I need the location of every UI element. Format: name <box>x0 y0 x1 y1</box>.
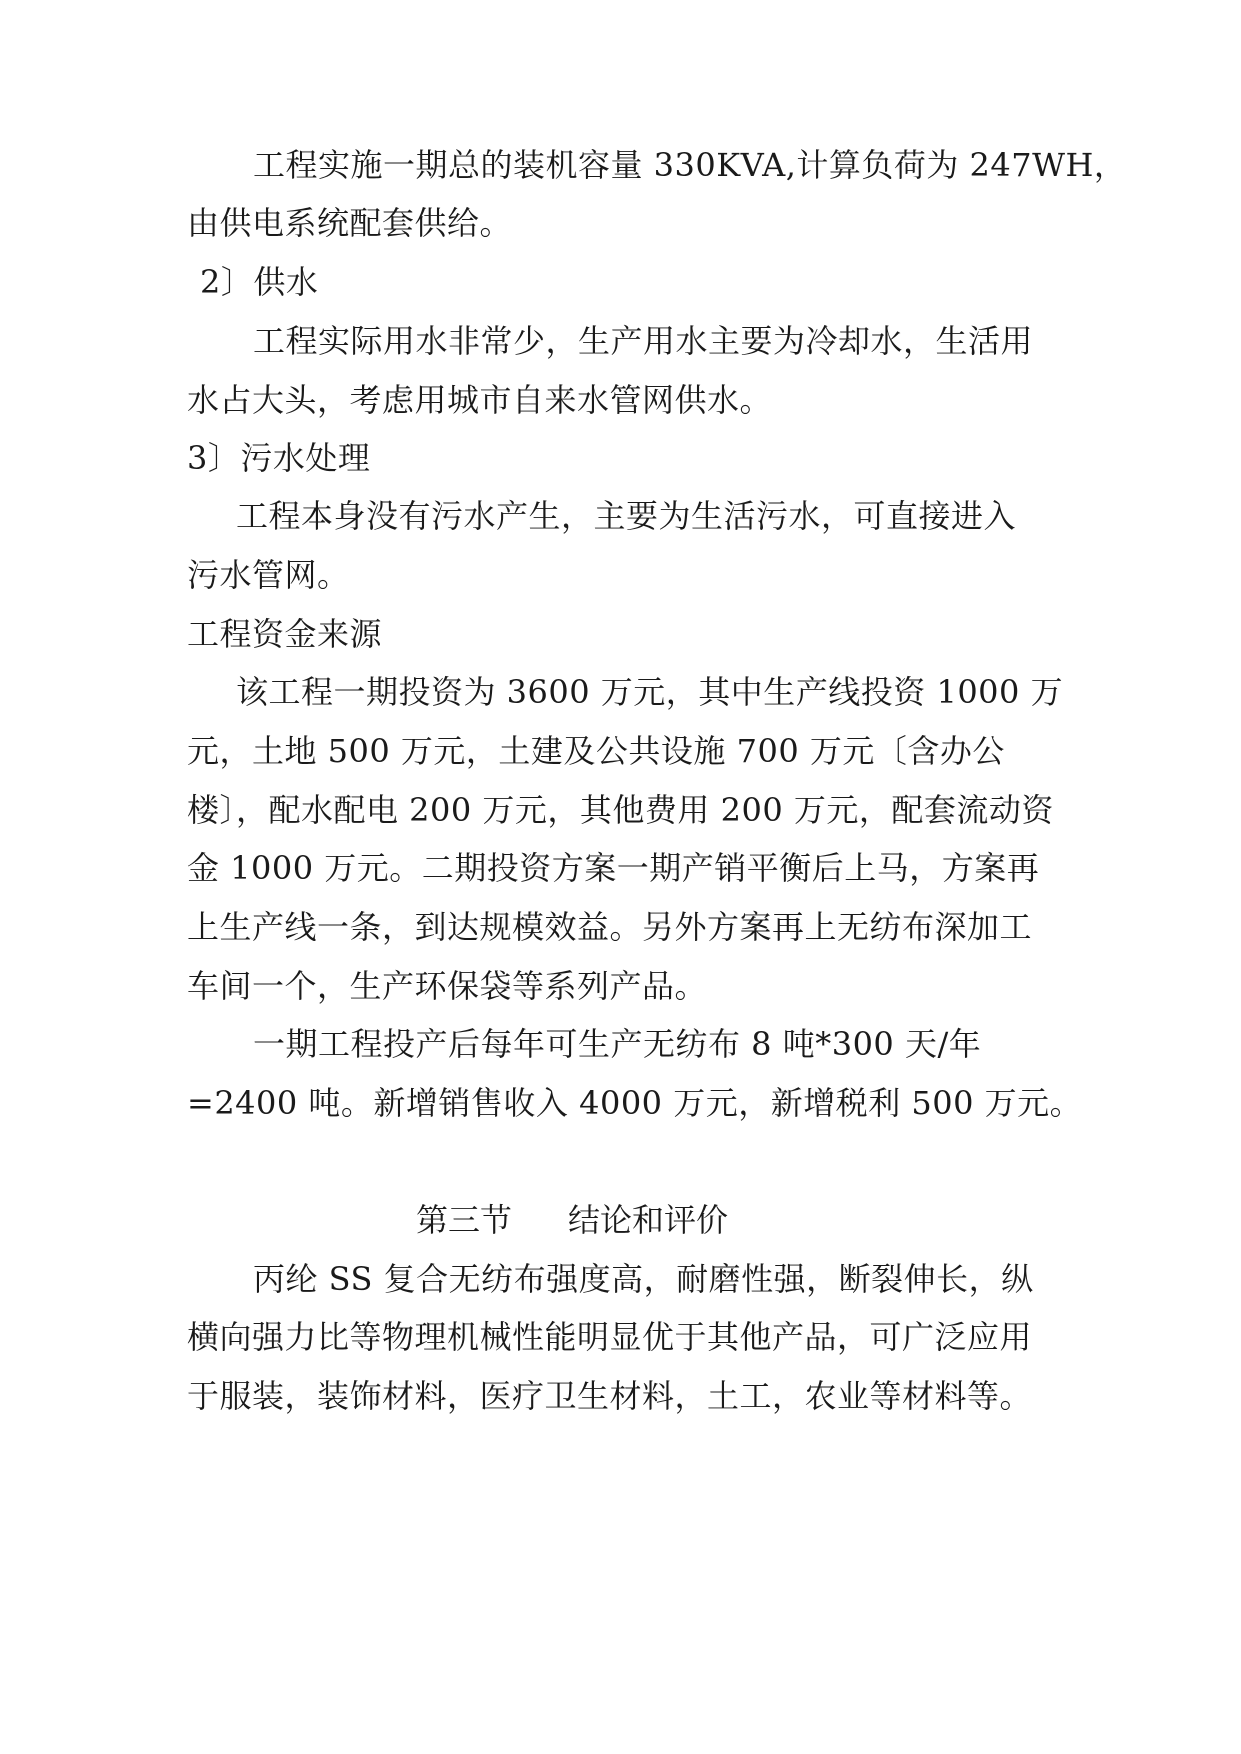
water-supply-line-2: 水占大头，考虑用城市自来水管网供水。 <box>187 381 773 419</box>
sewage-heading: 3〕污水处理 <box>187 439 371 477</box>
section-title: 结论和评价 <box>568 1201 729 1239</box>
funding-line-7: 一期工程投产后每年可生产无纺布 8 吨*300 天/年 <box>253 1025 982 1063</box>
funding-line-2: 元，土地 500 万元，土建及公共设施 700 万元〔含办公 <box>187 732 1005 770</box>
funding-line-5: 上生产线一条，到达规模效益。另外方案再上无纺布深加工 <box>187 908 1033 946</box>
water-supply-line-1: 工程实际用水非常少，生产用水主要为冷却水，生活用 <box>253 322 1034 360</box>
water-supply-heading: 2〕供水 <box>200 263 319 301</box>
funding-line-6: 车间一个，生产环保袋等系列产品。 <box>187 967 708 1005</box>
section-number: 第三节 <box>416 1201 513 1239</box>
sewage-line-1: 工程本身没有污水产生，主要为生活污水，可直接进入 <box>236 497 1017 535</box>
funding-heading: 工程资金来源 <box>187 615 383 653</box>
power-text-line-1: 工程实施一期总的装机容量 330KVA,计算负荷为 247WH， <box>253 146 1127 184</box>
funding-line-4: 金 1000 万元。二期投资方案一期产销平衡后上马，方案再 <box>187 849 1040 887</box>
funding-line-3: 楼〕，配水配电 200 万元，其他费用 200 万元，配套流动资 <box>187 791 1054 829</box>
conclusion-line-3: 于服装，装饰材料，医疗卫生材料，土工，农业等材料等。 <box>187 1377 1033 1415</box>
funding-line-1: 该工程一期投资为 3600 万元，其中生产线投资 1000 万 <box>236 673 1064 711</box>
section-heading <box>416 1200 728 1240</box>
conclusion-line-1: 丙纶 SS 复合无纺布强度高，耐磨性强，断裂伸长，纵 <box>253 1260 1034 1298</box>
sewage-line-2: 污水管网。 <box>187 556 350 594</box>
power-text-line-2: 由供电系统配套供给。 <box>187 204 513 242</box>
funding-line-8: =2400 吨。新增销售收入 4000 万元，新增税利 500 万元。 <box>187 1084 1083 1122</box>
conclusion-line-2: 横向强力比等物理机械性能明显优于其他产品，可广泛应用 <box>187 1318 1033 1356</box>
